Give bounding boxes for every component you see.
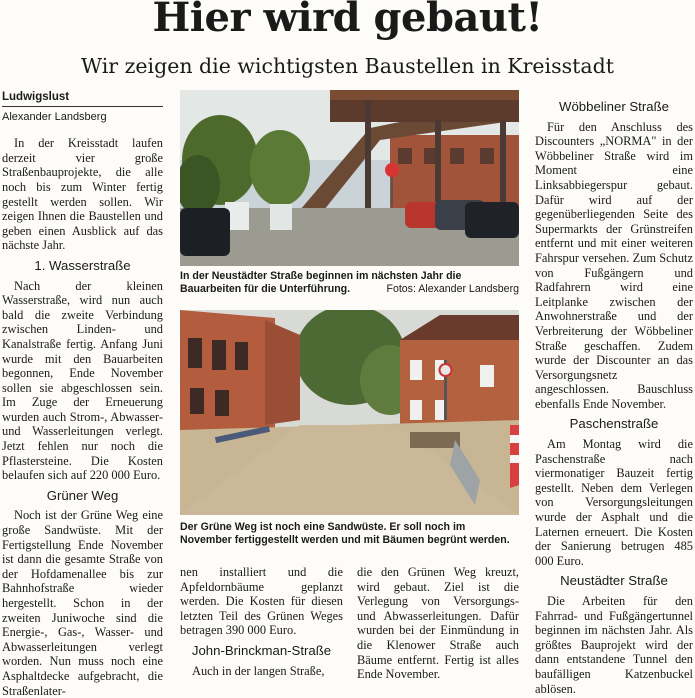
gruener-weg-continued: nen installiert und die Apfeldornbäume geplanzt werden. Die Kosten für diesen letzten Teil des Grünen Weges betragen 390 000 Euro. bbox=[180, 565, 343, 638]
subheadline: Wir zeigen die wichtigsten Baustellen in Kreisstadt bbox=[81, 54, 614, 78]
section-heading-neustaedter: Neustädter Straße bbox=[560, 573, 668, 589]
photo-gruener-weg bbox=[180, 310, 519, 515]
wasserstrasse-paragraph: Nach der kleinen Wasserstraße, wird nun auch bald die zweite Verbindung zwischen Linden- und Kanalstraße fertig. Anfang Juni wurde mit den Bauarbeiten begonnen, Ende November sollen sie abgeschlossen sein. Im Zuge der Erneuerung wurden auch Strom-, Abwasser- und Wasserleitungen verlegt. Jetzt fehlen nur noch die Pflastersteine. Die Kosten belaufen sich auf 220 000 Euro. bbox=[2, 278, 163, 483]
caption-top-photo bbox=[180, 270, 519, 297]
neustaedter-paragraph: Die Arbeiten für den Fahrrad- und Fußgängertunnel beginnen im nächsten Jahr. Als größtes Bauprojekt wird der dann entstandene Tunnel den baufälligen Katzenbuckel ablösen. bbox=[535, 594, 693, 696]
section-heading-wasserstrasse: 1. Wasserstraße bbox=[34, 257, 131, 273]
woebbeliner-paragraph: Für den Anschluss des Discounters „NORMA" in der Wöbbeliner Straße wird im Moment eine Linksabbiegerspur gebaut. Dafür wird auf der gegenüberliegenden Seite des Supermarkts der Grünstreifen entfernt und mit einer weiteren Fahrspur versehen. Zum Schutz von Fußgängern und Radfahrern wird eine Leitplanke zwischen der Anwohnerstraße und der Verbreiterung der Wöbbeliner Straße geschaffen. Zudem wurde der Discounter an das Versorgungsnetz angeschlossen. Bauschluss ebenfalls Ende November. bbox=[535, 119, 693, 411]
photo-credit: Fotos: Alexander Landsberg bbox=[386, 283, 519, 296]
kicker: Ludwigslust bbox=[2, 90, 163, 107]
section-heading-brinckman: John-Brinckman-Straße bbox=[191, 642, 332, 658]
photo-neustaedter-strasse bbox=[180, 90, 519, 266]
section-heading-woebbeliner: Wöbbeliner Straße bbox=[559, 99, 669, 114]
column-middle-left bbox=[180, 565, 343, 678]
brinckman-paragraph-start: Auch in der langen Straße, bbox=[192, 663, 325, 678]
intro-paragraph: In der Kreisstadt laufen derzeit vier große Straßenbauprojekte, die alle noch bis zum Winter fertig gestellt werden sollen. Wir zeigen Ihnen die Baustellen und geben einen Ausblick auf das nächste Jahr. bbox=[2, 136, 163, 253]
headline: Hier wird gebaut! bbox=[152, 0, 543, 41]
gruener-weg-paragraph: Noch ist der Grüne Weg eine große Sandwüste. Mit der Fertigstellung Ende November ist dann die gesamte Straße von der Hofdamenallee bis zur Bahnhofstraße wieder hergestellt. Schon in der zweiten Juniwoche sind die Energie-, Gas-, Wasser- und Abwasserleitungen verlegt worden. Nun muss noch eine Asphaltdecke aufgebracht, die Straßenlater- bbox=[2, 508, 163, 698]
section-heading-paschenstrasse: Paschenstraße bbox=[569, 416, 659, 432]
paschenstrasse-paragraph: Am Montag wird die Paschenstraße nach viermonatiger Bauzeit fertig gestellt. Neben dem Verlegen von Versorgungsleitungen wurde der Asphalt und die Laternen erneuert. Die Kosten der Sanierung betrugen 485 000 Euro. bbox=[535, 437, 693, 568]
section-heading-gruener-weg: Grüner Weg bbox=[46, 487, 119, 503]
brinckman-paragraph-continued: die den Grünen Weg kreuzt, wird gebaut. Ziel ist die Verlegung von Versorgungs- und Abwasserleitungen. Dafür wurden bei der Einmündung in die Klenower Straße auch Bäume entfernt. Fertig ist alles Ende November. bbox=[357, 565, 519, 682]
caption-top-text: In der Neustädter Straße beginnen im nächsten Jahr die Bauarbeiten für die Unterführung. bbox=[180, 270, 462, 296]
author-byline: Alexander Landsberg bbox=[2, 110, 107, 123]
column-middle-right bbox=[357, 565, 519, 682]
caption-bottom-photo: Der Grüne Weg ist noch eine Sandwüste. Er soll noch im November fertiggestellt werden und mit Bäumen begrünt werden. bbox=[180, 521, 510, 547]
column-left bbox=[2, 90, 163, 698]
column-right bbox=[535, 94, 693, 696]
